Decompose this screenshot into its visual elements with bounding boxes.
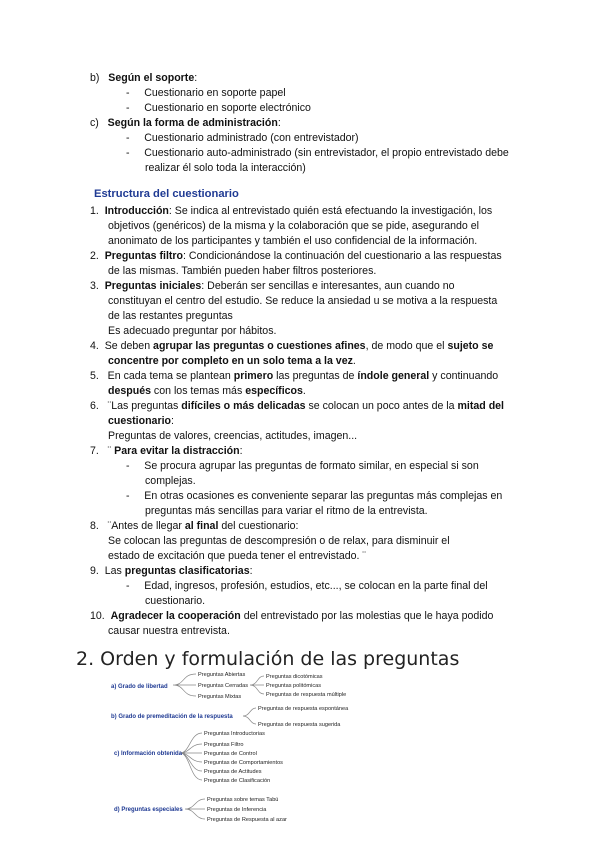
diagram-a-sub: Preguntas politómicas xyxy=(266,683,322,689)
structure-heading: Estructura del cuestionario xyxy=(94,188,239,200)
item-1-l2: objetivos (genéricos) de la misma y la colaboración que se pide, asegurando el xyxy=(108,220,479,232)
item-5-l2: después con los temas más específicos. xyxy=(108,385,306,397)
brace-c xyxy=(180,733,202,780)
diagram-a-sub: Preguntas dicotómicas xyxy=(266,674,323,680)
diagram-d-label: d) Preguntas especiales xyxy=(114,807,183,813)
item-8-l3: estado de excitación que pueda tener el entrevistado. ¨ xyxy=(108,550,366,562)
item-4: 4. Se deben agrupar las preguntas o cuestiones afines, de modo que el sujeto se xyxy=(90,340,494,352)
item-5: 5. En cada tema se plantean primero las preguntas de índole general y continuando xyxy=(90,370,499,382)
support-heading: b) Según el soporte: xyxy=(90,72,198,84)
support-item-1: - Cuestionario en soporte papel xyxy=(126,87,286,99)
diagram-c-child: Preguntas Introductorias xyxy=(204,731,265,737)
item-6-l3: Preguntas de valores, creencias, actitudes, imagen... xyxy=(108,430,358,442)
brace-b xyxy=(243,708,256,724)
item-9: 9. Las preguntas clasificatorias: xyxy=(90,565,253,577)
item-9-sub-1: - Edad, ingresos, profesión, estudios, etc..., se colocan en la parte final del xyxy=(126,580,488,592)
diagram-c-child: Preguntas de Clasificación xyxy=(204,778,271,784)
item-3-l4: Es adecuado preguntar por hábitos. xyxy=(108,325,277,337)
item-8-l2: Se colocan las preguntas de descompresión o de relax, para disminuir el xyxy=(108,535,450,547)
diagram-b-child: Preguntas de respuesta espontánea xyxy=(258,706,349,712)
admin-item-1: - Cuestionario administrado (con entrevistador) xyxy=(126,132,359,144)
diagram-c-child: Preguntas de Control xyxy=(204,751,257,757)
brace-a-sub xyxy=(250,676,264,694)
item-7-sub-1: - Se procura agrupar las preguntas de formato similar, en especial si son xyxy=(126,460,479,472)
admin-heading: c) Según la forma de administración: xyxy=(90,117,281,129)
diagram-c-child: Preguntas de Comportamientos xyxy=(204,760,283,766)
diagram-b-label: b) Grado de premeditación de la respuesta xyxy=(111,714,233,720)
item-1: 1. Introducción: Se indica al entrevistado quién está efectuando la investigación, los xyxy=(90,205,493,217)
item-1-l3: anonimato de los participantes y también el uso confidencial de la información. xyxy=(108,235,478,247)
diagram-b-child: Preguntas de respuesta sugerida xyxy=(258,722,341,728)
diagram-a-child: Preguntas Mixtas xyxy=(198,694,242,700)
diagram-a-label: a) Grado de libertad xyxy=(111,684,168,690)
diagram-c-label: c) Información obtenida xyxy=(114,751,183,757)
brace-a xyxy=(173,674,196,696)
item-7-sub-2: - En otras ocasiones es conveniente separar las preguntas más complejas en xyxy=(126,490,503,502)
diagram-c-child: Preguntas de Actitudes xyxy=(204,769,262,775)
diagram-d-child: Preguntas de Inferencia xyxy=(207,807,267,813)
item-3: 3. Preguntas iniciales: Deberán ser sencillas e interesantes, aun cuando no xyxy=(90,280,455,292)
item-6: 6. ¨Las preguntas difíciles o más delicadas se colocan un poco antes de la mitad del xyxy=(90,400,505,412)
item-10-l2: causar nuestra entrevista. xyxy=(108,625,230,637)
support-item-2: - Cuestionario en soporte electrónico xyxy=(126,102,311,114)
diagram-d-child: Preguntas sobre temas Tabú xyxy=(207,797,279,803)
section-2-title: 2. Orden y formulación de las preguntas xyxy=(76,648,460,670)
admin-item-2-cont: realizar él solo toda la interacción) xyxy=(145,162,306,174)
diagram-a-sub: Preguntas de respuesta múltiple xyxy=(266,692,347,698)
diagram-a-child: Preguntas Abiertas xyxy=(198,672,246,678)
item-8: 8. ¨Antes de llegar al final del cuestionario: xyxy=(90,520,299,532)
diagram-a-child: Preguntas Cerradas xyxy=(198,683,249,689)
item-4-l2: concentre por completo en un solo tema a la vez. xyxy=(108,355,356,367)
question-types-diagram xyxy=(0,666,600,844)
brace-d xyxy=(185,799,205,819)
item-3-l2: constituyan el centro del estudio. Se reduce la ansiedad u se motiva a la respuesta xyxy=(108,295,498,307)
item-10: 10. Agradecer la cooperación del entrevistado por las molestias que le haya podido xyxy=(90,610,494,622)
item-6-l2: cuestionario: xyxy=(108,415,174,427)
item-3-l3: de las restantes preguntas xyxy=(108,310,233,322)
admin-item-2: - Cuestionario auto-administrado (sin entrevistador, el propio entrevistado debe xyxy=(126,147,509,159)
item-9-sub-1-cont: cuestionario. xyxy=(145,595,206,607)
item-7: 7. ¨ Para evitar la distracción: xyxy=(90,445,243,457)
item-7-sub-2-cont: preguntas más sencillas para variar el ritmo de la entrevista. xyxy=(145,505,428,517)
item-2: 2. Preguntas filtro: Condicionándose la continuación del cuestionario a las respuestas xyxy=(90,250,502,262)
diagram-d-child: Preguntas de Respuesta al azar xyxy=(207,817,287,823)
item-2-l2: de las mismas. También pueden haber filtros posteriores. xyxy=(108,265,377,277)
item-7-sub-1-cont: complejas. xyxy=(145,475,196,487)
diagram-c-child: Preguntas Filtro xyxy=(204,742,244,748)
